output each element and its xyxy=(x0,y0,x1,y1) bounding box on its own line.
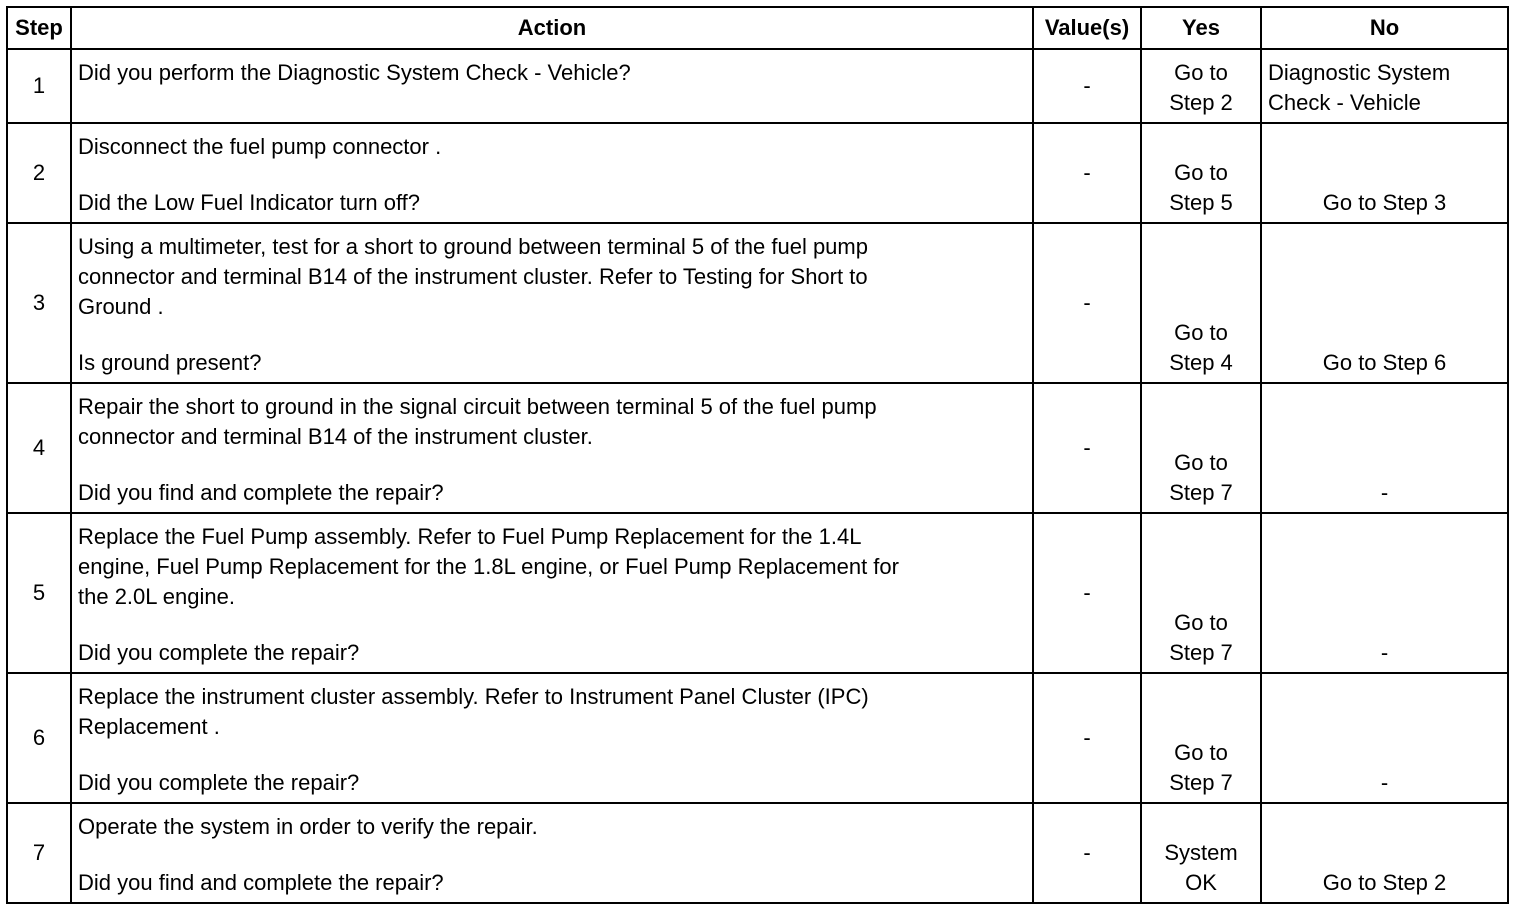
action-line: Operate the system in order to verify the repair. xyxy=(78,814,538,839)
no-cell xyxy=(1261,383,1508,513)
value-cell: - xyxy=(1033,383,1141,513)
no-line: Go to Step 3 xyxy=(1322,190,1447,215)
action-question: Did you find and complete the repair? xyxy=(78,870,444,895)
action-question: Is ground present? xyxy=(78,350,262,375)
table-row xyxy=(7,513,1508,673)
table-row xyxy=(7,223,1508,383)
step-number: 5 xyxy=(7,513,71,673)
action-line: connector and terminal B14 of the instrument cluster. Refer to Testing for Short to xyxy=(78,264,868,289)
diagnostic-table xyxy=(6,6,1509,904)
action-line: Replacement . xyxy=(78,714,220,739)
yes-line: Go to xyxy=(1174,450,1228,475)
action-cell xyxy=(71,673,1033,803)
value-cell: - xyxy=(1033,673,1141,803)
action-cell xyxy=(71,223,1033,383)
action-question: Did you complete the repair? xyxy=(78,770,360,795)
value-cell: - xyxy=(1033,223,1141,383)
value-cell: - xyxy=(1033,123,1141,223)
table-row xyxy=(7,123,1508,223)
no-line: Check - Vehicle xyxy=(1268,90,1421,115)
yes-line: Step 4 xyxy=(1169,350,1233,375)
step-number: 2 xyxy=(7,123,71,223)
yes-line: Go to xyxy=(1174,60,1228,85)
header-no: No xyxy=(1261,7,1508,49)
action-line: Repair the short to ground in the signal circuit between terminal 5 of the fuel pump xyxy=(78,394,877,419)
header-yes: Yes xyxy=(1141,7,1261,49)
table-row xyxy=(7,383,1508,513)
action-line: Using a multimeter, test for a short to ground between terminal 5 of the fuel pump xyxy=(78,234,868,259)
yes-line: System xyxy=(1164,840,1238,865)
header-action: Action xyxy=(71,7,1033,49)
no-cell xyxy=(1261,673,1508,803)
header-values: Value(s) xyxy=(1033,7,1141,49)
yes-line: Step 5 xyxy=(1169,190,1233,215)
yes-line: OK xyxy=(1185,870,1217,895)
table-row xyxy=(7,673,1508,803)
value-cell: - xyxy=(1033,803,1141,903)
yes-line: Go to xyxy=(1174,320,1228,345)
step-number: 3 xyxy=(7,223,71,383)
action-cell xyxy=(71,513,1033,673)
no-line: Go to Step 6 xyxy=(1322,350,1447,375)
action-line: Did you perform the Diagnostic System Check - Vehicle? xyxy=(78,60,631,85)
yes-cell xyxy=(1141,223,1261,383)
table-row xyxy=(7,803,1508,903)
action-line: Replace the instrument cluster assembly. Refer to Instrument Panel Cluster (IPC) xyxy=(78,684,869,709)
action-question: Did the Low Fuel Indicator turn off? xyxy=(78,190,421,215)
no-cell xyxy=(1261,223,1508,383)
action-cell xyxy=(71,49,1033,123)
action-cell xyxy=(71,383,1033,513)
yes-cell xyxy=(1141,803,1261,903)
yes-line: Step 7 xyxy=(1169,480,1233,505)
value-cell: - xyxy=(1033,513,1141,673)
yes-line: Step 2 xyxy=(1169,90,1233,115)
no-line: - xyxy=(1380,770,1389,795)
no-cell xyxy=(1261,123,1508,223)
yes-line: Go to xyxy=(1174,740,1228,765)
yes-cell xyxy=(1141,513,1261,673)
table-row xyxy=(7,49,1508,123)
step-number: 4 xyxy=(7,383,71,513)
header-step: Step xyxy=(7,7,71,49)
no-cell xyxy=(1261,803,1508,903)
yes-cell xyxy=(1141,49,1261,123)
step-number: 7 xyxy=(7,803,71,903)
yes-line: Go to xyxy=(1174,160,1228,185)
no-line: - xyxy=(1380,640,1389,665)
action-question: Did you find and complete the repair? xyxy=(78,480,444,505)
action-line: Disconnect the fuel pump connector . xyxy=(78,134,442,159)
step-number: 1 xyxy=(7,49,71,123)
yes-cell xyxy=(1141,383,1261,513)
action-line: connector and terminal B14 of the instrument cluster. xyxy=(78,424,593,449)
action-line: the 2.0L engine. xyxy=(78,584,235,609)
yes-line: Step 7 xyxy=(1169,640,1233,665)
yes-line: Go to xyxy=(1174,610,1228,635)
action-cell xyxy=(71,803,1033,903)
yes-cell xyxy=(1141,123,1261,223)
action-question: Did you complete the repair? xyxy=(78,640,360,665)
yes-cell xyxy=(1141,673,1261,803)
table-body xyxy=(7,49,1508,903)
step-number: 6 xyxy=(7,673,71,803)
no-cell xyxy=(1261,513,1508,673)
header-row xyxy=(7,7,1508,49)
no-line: - xyxy=(1380,480,1389,505)
yes-line: Step 7 xyxy=(1169,770,1233,795)
action-line: Ground . xyxy=(78,294,164,319)
no-line: Go to Step 2 xyxy=(1322,870,1447,895)
action-line: engine, Fuel Pump Replacement for the 1.8L engine, or Fuel Pump Replacement for xyxy=(78,554,899,579)
action-line: Replace the Fuel Pump assembly. Refer to Fuel Pump Replacement for the 1.4L xyxy=(78,524,862,549)
no-line: Diagnostic System xyxy=(1268,60,1451,85)
no-cell xyxy=(1261,49,1508,123)
action-cell xyxy=(71,123,1033,223)
value-cell: - xyxy=(1033,49,1141,123)
